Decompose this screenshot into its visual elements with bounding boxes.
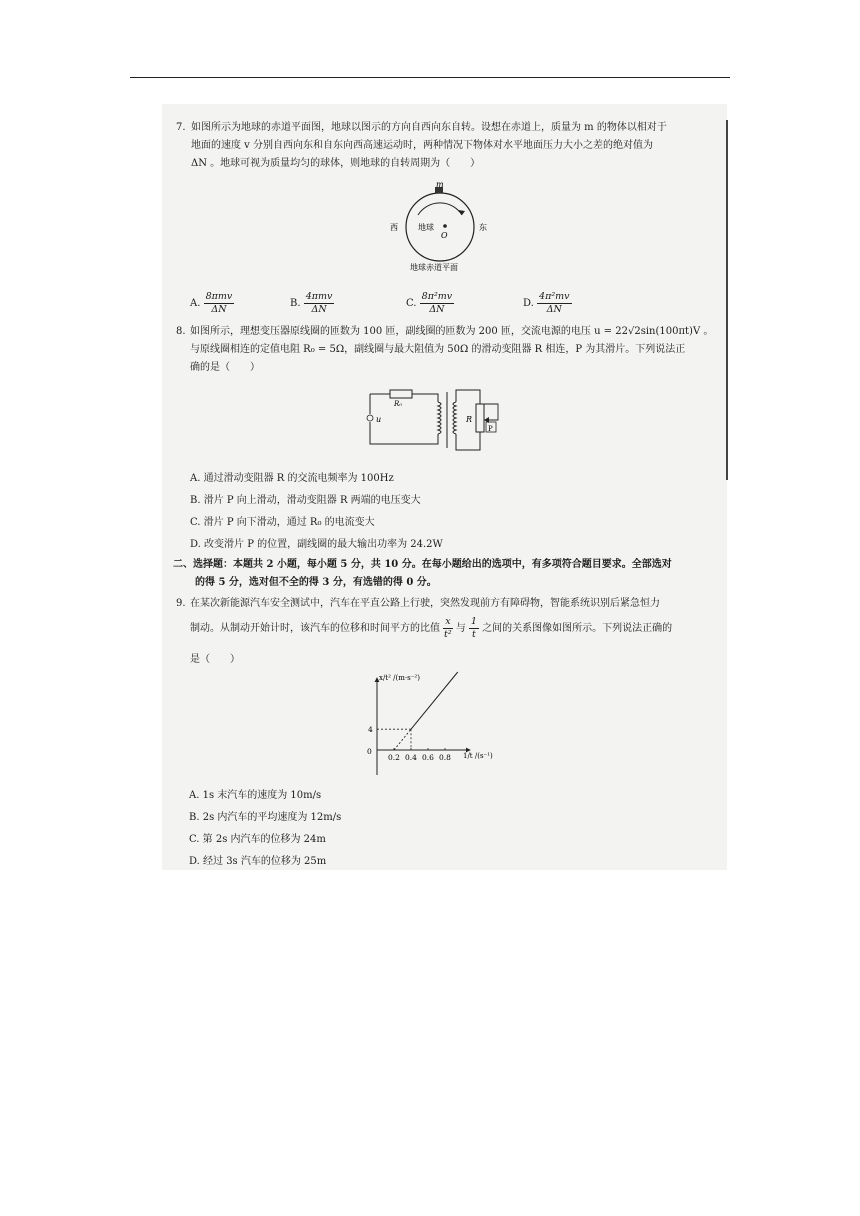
q8-option-b[interactable]: B. 滑片 P 向上滑动，滑动变阻器 R 两端的电压变大 (190, 495, 421, 506)
q9-number: 9. (176, 598, 186, 609)
y-axis-label: x/t² /(m·s⁻²) (379, 674, 420, 682)
q8-option-d[interactable]: D. 改变滑片 P 的位置，副线圈的最大输出功率为 24.2W (190, 539, 443, 550)
q8-option-a[interactable]: A. 通过滑动变阻器 R 的交流电频率为 100Hz (190, 473, 394, 484)
origin-label: 0 (367, 747, 372, 756)
q9-line2: 制动。从制动开始计时，该汽车的位移和时间平方的比值 $\frac{x}{\text{t²}}$ 与 $\frac{1}{t}$ 之间的关系图像如图所示。下列说法正确的 (190, 616, 673, 640)
q7-line2: 地面的速度 v 分别自西向东和自东向西高速运动时，两种情况下物体对水平地面压力大小之差的绝对值为 (191, 140, 654, 151)
q8-number: 8. (176, 326, 186, 337)
q9-option-c[interactable]: C. 第 2s 内汽车的位移为 24m (189, 834, 326, 845)
q8-line2: 与原线圈相连的定值电阻 R₀ = 5Ω，副线圈与最大阻值为 50Ω 的滑动变阻器 R 相连，P 为其滑片。下列说法正 (190, 344, 686, 355)
p-label: P (488, 425, 493, 433)
q8-option-c[interactable]: C. 滑片 P 向下滑动，通过 R₀ 的电流变大 (190, 517, 375, 528)
q8-line1: 如图所示，理想变压器原线圈的匝数为 100 匝，副线圈的匝数为 200 匝，交流电源的电压 u = 22√2sin(100πt)V 。 (190, 326, 714, 337)
u-label: u (376, 415, 382, 424)
q9-line1: 在某次新能源汽车安全测试中，汽车在平直公路上行驶，突然发现前方有障碍物，智能系统识别后紧急恒力 (190, 598, 660, 609)
q7-option-d[interactable]: D. $\frac{\text{4π²mv}}{\Delta N}$ (523, 291, 570, 315)
q7-line3: ΔN 。地球可视为质量均匀的球体，则地球的自转周期为（ ） (191, 158, 481, 169)
diagram-caption: 地球赤道平面 (410, 263, 458, 272)
y-tick-label-0: 4 (368, 725, 373, 735)
q9-option-b[interactable]: B. 2s 内汽车的平均速度为 12m/s (189, 812, 342, 823)
top-rule (130, 77, 730, 78)
q7-number: 7. (176, 122, 186, 133)
q9-option-a[interactable]: A. 1s 末汽车的速度为 10m/s (189, 790, 322, 801)
mass-label: m (436, 182, 444, 189)
section2-line2: 的得 5 分，选对但不全的得 3 分，有选错的得 0 分。 (195, 577, 437, 588)
q7-line1: 如图所示为地球的赤道平面图，地球以图示的方向自西向东自转。设想在赤道上，质量为 m 的物体以相对于 (191, 122, 667, 133)
dashed-extension (394, 729, 411, 750)
east-label: 东 (479, 223, 487, 232)
q9-option-d[interactable]: D. 经过 3s 汽车的位移为 25m (189, 856, 327, 867)
center-label: O (441, 231, 448, 240)
west-label: 西 (390, 223, 398, 232)
q7-option-b[interactable]: B. $\frac{\text{4πmv}}{\Delta N}$ (290, 291, 333, 315)
r-label: R (466, 415, 473, 424)
x-axis-label: 1/t /(s⁻¹) (463, 752, 493, 760)
q8-line3: 确的是（ ） (190, 362, 260, 373)
scan-edge (726, 120, 728, 480)
x-tick-label-0: 0.2 (388, 753, 400, 762)
q7-option-c[interactable]: C. $\frac{\text{8π²mv}}{\Delta N}$ (406, 291, 453, 315)
x-tick-label-1: 0.4 (405, 753, 417, 762)
q9-chart (355, 670, 515, 780)
r0-label: R₀ (394, 400, 403, 408)
x-tick-label-2: 0.6 (422, 753, 434, 762)
q9-line3: 是（ ） (190, 654, 240, 665)
transformer-circuit (360, 382, 510, 456)
earth-label: 地球 (418, 223, 434, 232)
section2-line1: 二、选择题：本题共 2 小题，每小题 5 分，共 10 分。在每小题给出的选项中，有多项符合题目要求。全部选对 (173, 559, 672, 570)
earth-diagram (385, 182, 495, 274)
x-tick-label-3: 0.8 (439, 753, 451, 762)
q7-option-a[interactable]: A. $\frac{\text{8πmv}}{\Delta N}$ (190, 291, 233, 315)
